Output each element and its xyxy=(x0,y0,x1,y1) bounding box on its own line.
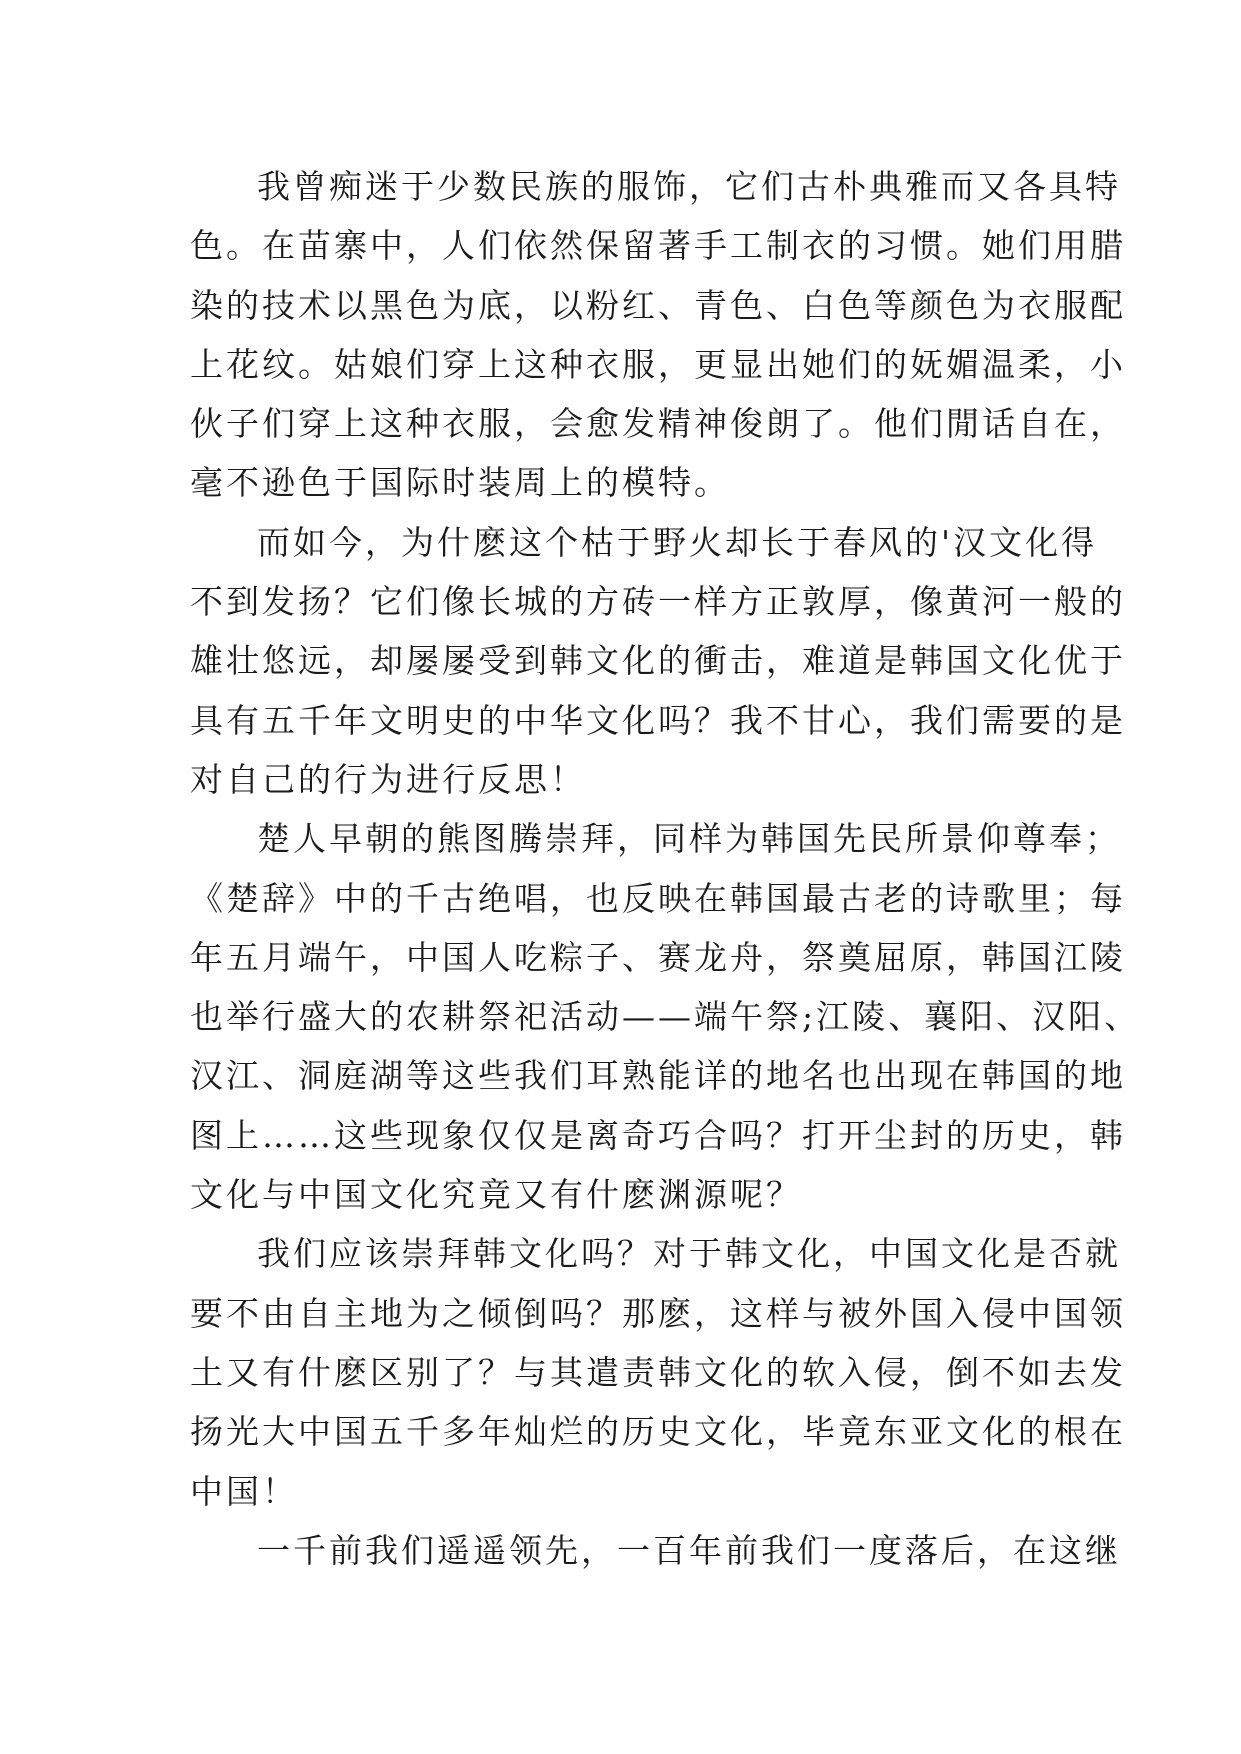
paragraph xyxy=(190,1521,1121,1580)
paragraph xyxy=(190,809,1141,1224)
paragraph xyxy=(190,1224,1126,1520)
text-line: 上花纹。姑娘们穿上这种衣服，更显出她们的妩媚温柔，小 xyxy=(190,344,1126,384)
text-line: 要不由自主地为之倾倒吗？那麽，这样与被外国入侵中国领 xyxy=(190,1293,1126,1333)
paragraph xyxy=(190,157,1126,513)
text-line: 文化与中国文化究竟又有什麽渊源呢？ xyxy=(190,1175,802,1215)
text-line: 而如今，为什麽这个枯于野火却长于春风的'汉文化得 xyxy=(257,522,1098,562)
text-line: 扬光大中国五千多年灿烂的历史文化，毕竟东亚文化的根在 xyxy=(190,1412,1126,1452)
text-line: 毫不逊色于国际时装周上的模特。 xyxy=(190,463,730,503)
text-line: 伙子们穿上这种衣服，会愈发精神俊朗了。他们閒话自在， xyxy=(190,404,1126,444)
text-line: 色。在苗寨中，人们依然保留著手工制衣的习惯。她们用腊 xyxy=(190,226,1126,266)
text-line: 土又有什麽区别了？与其遣责韩文化的软入侵，倒不如去发 xyxy=(190,1352,1126,1392)
text-line: 不到发扬？它们像长城的方砖一样方正敦厚，像黄河一般的 xyxy=(190,582,1126,622)
text-line: 染的技术以黑色为底，以粉红、青色、白色等颜色为衣服配 xyxy=(190,285,1126,325)
text-line: 我曾痴迷于少数民族的服饰，它们古朴典雅而又各具特 xyxy=(257,167,1121,206)
text-line: 中国！ xyxy=(190,1471,298,1511)
text-line: 一千前我们遥遥领先，一百年前我们一度落后，在这继 xyxy=(257,1530,1121,1570)
paragraph xyxy=(190,513,1126,809)
text-line: 对自己的行为进行反思！ xyxy=(190,759,586,799)
text-line: 雄壮悠远，却屡屡受到韩文化的衝击，难道是韩国文化优于 xyxy=(190,641,1126,681)
document-body xyxy=(190,157,1141,1580)
text-line: 图上……这些现象仅仅是离奇巧合吗？打开尘封的历史，韩 xyxy=(190,1115,1126,1155)
text-line: 我们应该崇拜韩文化吗？对于韩文化，中国文化是否就 xyxy=(257,1234,1121,1274)
text-line: 《楚辞》中的千古绝唱，也反映在韩国最古老的诗歌里；每 xyxy=(190,878,1126,918)
text-line: 也举行盛大的农耕祭祀活动——端午祭;江陵、襄阳、汉阳、 xyxy=(190,997,1141,1037)
text-line: 年五月端午，中国人吃粽子、赛龙舟，祭奠屈原，韩国江陵 xyxy=(190,937,1126,977)
text-line: 汉江、洞庭湖等这些我们耳熟能详的地名也出现在韩国的地 xyxy=(190,1056,1126,1096)
text-line: 楚人早朝的熊图腾崇拜，同样为韩国先民所景仰尊奉； xyxy=(257,819,1121,859)
text-line: 具有五千年文明史的中华文化吗？我不甘心，我们需要的是 xyxy=(190,700,1126,740)
